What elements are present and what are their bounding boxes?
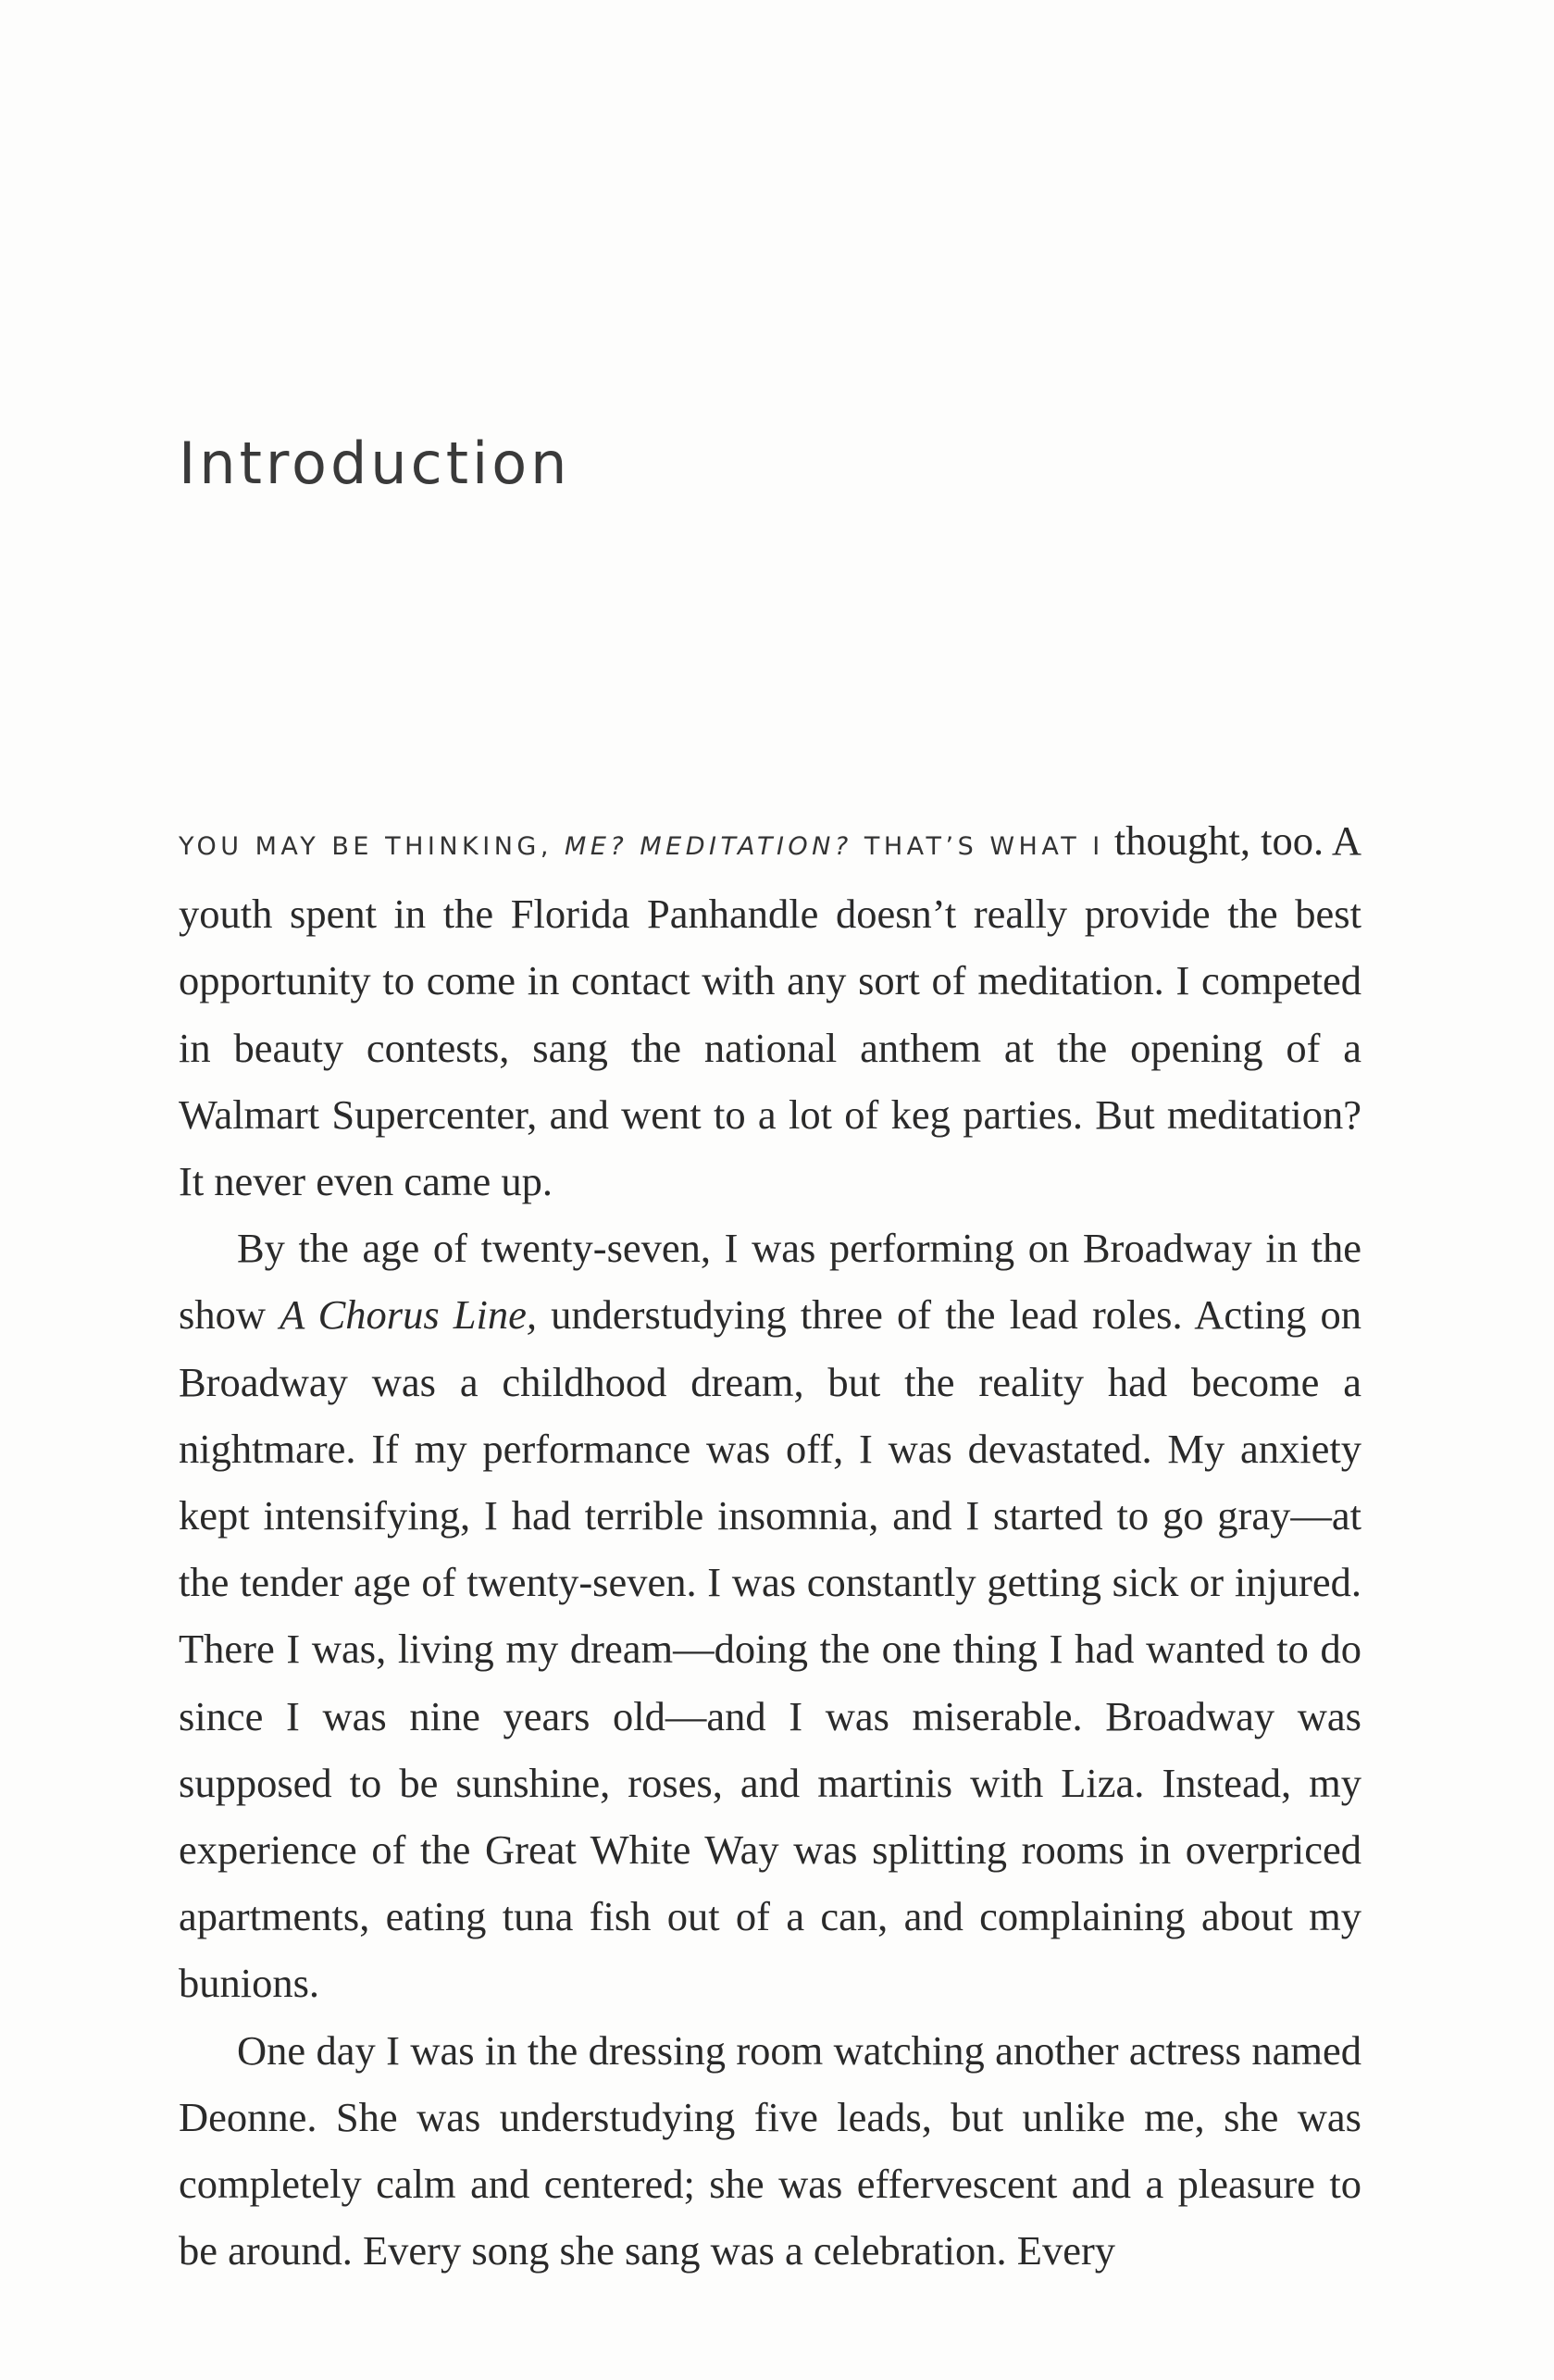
body-text	[179, 807, 1361, 2284]
lead-in-text-1: YOU MAY BE THINKING,	[179, 832, 566, 861]
chapter-title: Introduction	[179, 430, 571, 497]
show-title-italic: A Chorus Line,	[280, 1291, 538, 1339]
paragraph-1	[179, 807, 1361, 1215]
lead-in-text-2: THAT’S WHAT I	[852, 832, 1104, 861]
paragraph-2-text-before: By the age of twenty-seven, I was performing on Broadway in the show	[179, 1225, 1361, 1339]
paragraph-2-text-after: understudying three of the lead roles. Acting on Broadway was a childhood dream, but the reality had become a nightmare. If my performance was off, I was devastated. My anxiety kept intensifying, I had terrible insomnia, and I started to go gray—at the tender age of twenty-seven. I was constantly getting sick or injured. There I was, living my dream—doing the one thing I had wanted to do since I was nine years old—and I was miserable. Broadway was supposed to be sunshine, roses, and martinis with Liza. Instead, my experience of the Great White Way was splitting rooms in overpriced apartments, eating tuna fish out of a can, and complaining about my bunions.	[179, 1291, 1361, 2007]
paragraph-2	[179, 1215, 1361, 2016]
paragraph-3	[179, 2017, 1361, 2285]
paragraph-1-text: thought, too. A youth spent in the Florida Panhandle doesn’t really provide the best opportunity to come in contact with any sort of meditation. I competed in beauty contests, sang the national anthem at the opening of a Walmart Supercenter, and went to a lot of keg parties. But meditation? It never even came up.	[179, 817, 1361, 1205]
paragraph-3-text: One day I was in the dressing room watching another actress named Deonne. She was understudying five leads, but unlike me, she was completely calm and centered; she was effervescent and a pleasure to be around. Every song she sang was a celebration. Every	[179, 2026, 1361, 2274]
lead-in-italic: ME? MEDITATION?	[565, 832, 852, 861]
lead-in-small-caps	[179, 832, 1104, 861]
